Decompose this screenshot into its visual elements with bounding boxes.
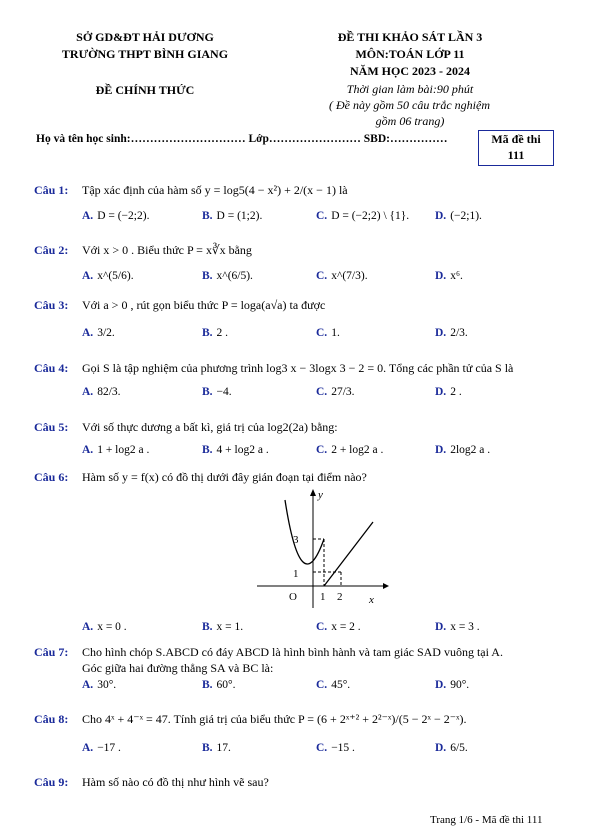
option-a[interactable]: A. x = 0 . <box>82 621 127 633</box>
option-b[interactable]: B. 60°. <box>202 679 236 691</box>
question-text: Gọi S là tập nghiệm của phương trình log3 x − 3logx 3 − 2 = 0. Tổng các phần tử của S là <box>82 361 514 375</box>
exam-code-label: Mã đề thi <box>491 132 541 146</box>
school-year: NĂM HỌC 2023 - 2024 <box>350 64 470 78</box>
y-tick-3: 3 <box>293 534 299 546</box>
question-text: Với x > 0 . Biểu thức P = x∛x bằng <box>82 243 252 257</box>
x-tick-2: 2 <box>337 591 343 603</box>
school-dept: SỞ GD&ĐT HẢI DƯƠNG <box>76 30 214 44</box>
option-a[interactable]: A. 82/3. <box>82 386 121 398</box>
exam-code-box <box>478 130 554 166</box>
question-text: Với a > 0 , rút gọn biểu thức P = loga(a√a) ta được <box>82 298 326 312</box>
exam-note-2: gồm 06 trang) <box>375 114 445 128</box>
question-text: Cho 4ˣ + 4⁻ˣ = 47. Tính giá trị của biểu thức P = (6 + 2ˣ⁺² + 2²⁻ˣ)/(5 − 2ˣ − 2⁻ˣ). <box>82 712 467 726</box>
option-d[interactable]: D. 90°. <box>435 679 470 691</box>
option-a[interactable]: A. x^(5/6). <box>82 270 134 282</box>
option-c[interactable]: C. 45°. <box>316 679 351 691</box>
option-a[interactable]: A. −17 . <box>82 742 121 754</box>
question-number: Câu 7: <box>34 645 69 659</box>
x-tick-1: 1 <box>320 591 326 603</box>
exam-note-1: ( Đề này gồm 50 câu trắc nghiệm <box>329 98 490 112</box>
exam-title: ĐỀ THI KHẢO SÁT LẦN 3 <box>337 30 483 44</box>
question-text-line2: Góc giữa hai đường thẳng SA và BC là: <box>82 661 274 675</box>
y-axis-arrow <box>310 489 316 496</box>
parabola-branch <box>285 500 324 564</box>
function-graph <box>255 486 395 612</box>
origin-label: O <box>289 591 297 603</box>
question-number: Câu 5: <box>34 420 69 434</box>
time-limit: Thời gian làm bài:90 phút <box>346 82 474 96</box>
option-b[interactable]: B. x^(6/5). <box>202 270 253 282</box>
exam-code: 111 <box>507 148 525 162</box>
x-label: x <box>369 594 374 606</box>
question-number: Câu 2: <box>34 243 69 257</box>
question-number: Câu 1: <box>34 183 69 197</box>
question-number: Câu 9: <box>34 775 69 789</box>
school-name: TRƯỜNG THPT BÌNH GIANG <box>61 47 229 61</box>
option-d[interactable]: D. 2 . <box>435 386 462 398</box>
option-c[interactable]: C. 27/3. <box>316 386 355 398</box>
option-b[interactable]: B. 4 + log2 a . <box>202 444 269 456</box>
option-a[interactable]: A. 30°. <box>82 679 117 691</box>
option-b[interactable]: B. x = 1. <box>202 621 244 633</box>
option-c[interactable]: C. −15 . <box>316 742 355 754</box>
option-b[interactable]: B. D = (1;2). <box>202 210 263 222</box>
option-c[interactable]: C. D = (−2;2) \ {1}. <box>316 210 410 222</box>
question-text: Hàm số y = f(x) có đồ thị dưới đây gián đoạn tại điểm nào? <box>82 470 367 484</box>
option-c[interactable]: C. x^(7/3). <box>316 270 368 282</box>
y-tick-1: 1 <box>293 568 299 580</box>
option-a[interactable]: A. 3/2. <box>82 327 115 339</box>
option-b[interactable]: B. −4. <box>202 386 232 398</box>
option-c[interactable]: C. 1. <box>316 327 340 339</box>
option-a[interactable]: A. D = (−2;2). <box>82 210 150 222</box>
option-b[interactable]: B. 2 . <box>202 327 229 339</box>
question-number: Câu 6: <box>34 470 69 484</box>
option-a[interactable]: A. 1 + log2 a . <box>82 444 150 456</box>
line-branch <box>324 522 373 586</box>
option-c[interactable]: C. x = 2 . <box>316 621 361 633</box>
official-label: ĐỀ CHÍNH THỨC <box>95 83 195 97</box>
option-d[interactable]: D. x⁶. <box>435 270 463 282</box>
option-d[interactable]: D. 2log2 a . <box>435 444 491 456</box>
question-text: Với số thực dương a bất kì, giá trị của log2(2a) bằng: <box>82 420 338 434</box>
option-d[interactable]: D. x = 3 . <box>435 621 480 633</box>
page-footer: Trang 1/6 - Mã đề thi 111 <box>430 814 543 826</box>
question-text: Cho hình chóp S.ABCD có đáy ABCD là hình bình hành và tam giác SAD vuông tại A. <box>82 645 503 659</box>
y-label: y <box>318 489 323 501</box>
option-d[interactable]: D. (−2;1). <box>435 210 482 222</box>
option-c[interactable]: C. 2 + log2 a . <box>316 444 384 456</box>
option-d[interactable]: D. 6/5. <box>435 742 468 754</box>
student-info-line: Họ và tên học sinh:………………………… Lớp…………………… SBD:…………… <box>36 133 448 145</box>
question-text: Hàm số nào có đồ thị như hình vẽ sau? <box>82 775 269 789</box>
question-number: Câu 3: <box>34 298 69 312</box>
option-d[interactable]: D. 2/3. <box>435 327 468 339</box>
question-number: Câu 8: <box>34 712 69 726</box>
question-text: Tập xác định của hàm số y = log5(4 − x²) + 2/(x − 1) là <box>82 183 348 197</box>
option-b[interactable]: B. 17. <box>202 742 231 754</box>
subject: MÔN:TOÁN LỚP 11 <box>355 47 465 61</box>
question-number: Câu 4: <box>34 361 69 375</box>
x-axis-arrow <box>383 583 389 589</box>
